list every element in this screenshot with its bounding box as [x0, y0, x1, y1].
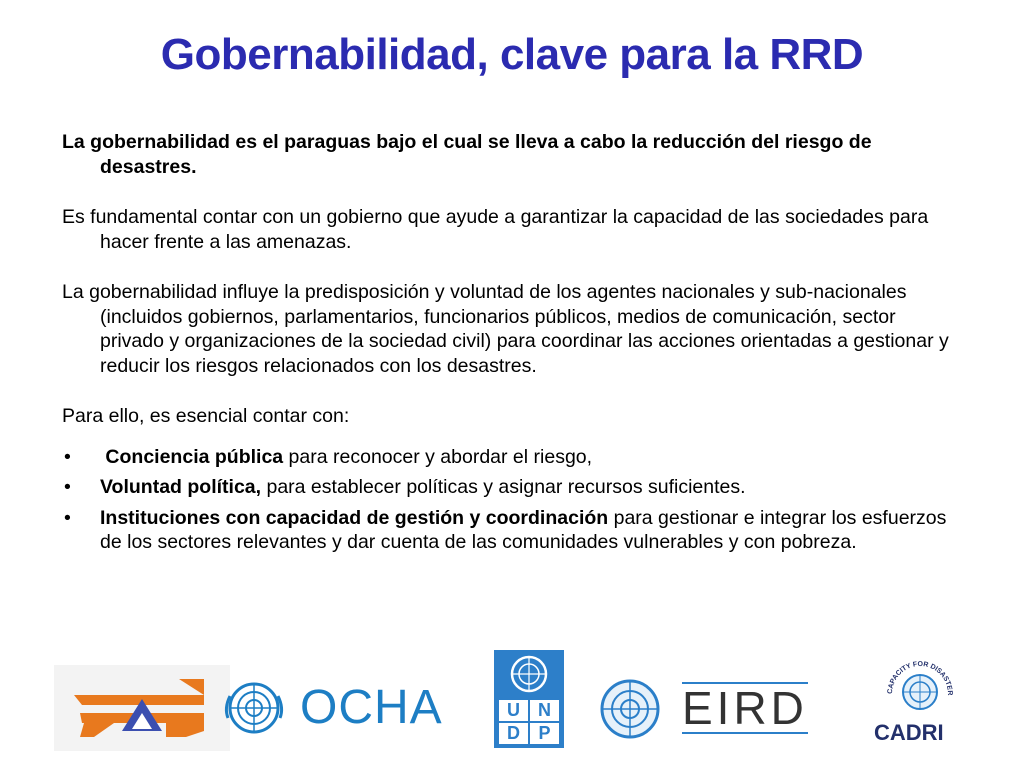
- undp-logo: [494, 650, 564, 748]
- slide-body: [62, 130, 962, 561]
- undp-letters: [499, 700, 559, 744]
- paragraph-government: Es fundamental contar con un gobierno que ayude a garantizar la capacidad de las sociedades para hacer frente a las amenazas.: [62, 206, 929, 253]
- un-emblem-icon: [494, 650, 564, 698]
- svg-text:CAPACITY FOR DISASTER REDUCTIO: CAPACITY FOR DISASTER: [886, 660, 954, 696]
- bullet-bold: Voluntad política,: [100, 476, 262, 498]
- paragraph-essentials: Para ello, es esencial contar con:: [62, 405, 350, 427]
- paragraph-agents: La gobernabilidad influye la predisposición y voluntad de los agentes nacionales y sub-nacionales (incluidos gobiernos, parlamentarios, funcionarios públicos, medios de comunicación, sector privado y organizaciones de la sociedad civil) para coordinar las acciones orientadas a gestionar y reducir los riesgos relacionados con los desastres.: [62, 281, 949, 377]
- bullet-dot: •: [64, 506, 71, 529]
- bullet-text: para gestionar e integrar los esfuerzos de los sectores relevantes y dar cuenta de las comunidades vulnerables y con pobreza.: [100, 506, 947, 553]
- eird-logo: [592, 674, 812, 744]
- cadri-wordmark: CADRI: [874, 720, 944, 745]
- undp-letter: P: [530, 723, 559, 744]
- cadri-logo: [872, 654, 967, 749]
- list-item: [62, 445, 962, 470]
- bullet-text: para establecer políticas y asignar recursos suficientes.: [261, 476, 746, 498]
- bullet-bold: Conciencia pública: [105, 445, 284, 468]
- list-item: [62, 475, 962, 500]
- slide-title: Gobernabilidad, clave para la RRD: [160, 30, 864, 79]
- undp-letter: D: [499, 723, 528, 744]
- bullet-dot: •: [64, 476, 71, 498]
- eird-wordmark: EIRD: [682, 682, 808, 734]
- un-emblem-icon: [592, 674, 668, 744]
- cadri-ring-icon: [872, 654, 967, 720]
- paragraph-intro: La gobernabilidad es el paraguas bajo el cual se lleva a cabo la reducción del riesgo de desastres.: [62, 131, 872, 178]
- bullet-text: para reconocer y abordar el riesgo,: [283, 445, 593, 468]
- ocha-logo: [222, 678, 462, 738]
- ocha-wordmark: OCHA: [300, 681, 443, 734]
- bullet-list: [62, 445, 962, 555]
- list-item: [62, 506, 962, 555]
- civil-protection-logo: [54, 665, 230, 751]
- bullet-bold: Instituciones con capacidad de gestión y coordinación: [100, 506, 609, 529]
- undp-letter: N: [530, 700, 559, 721]
- bullet-dot: •: [64, 445, 71, 468]
- logo-strip: [0, 648, 1024, 768]
- undp-letter: U: [499, 700, 528, 721]
- un-emblem-icon: [222, 678, 286, 738]
